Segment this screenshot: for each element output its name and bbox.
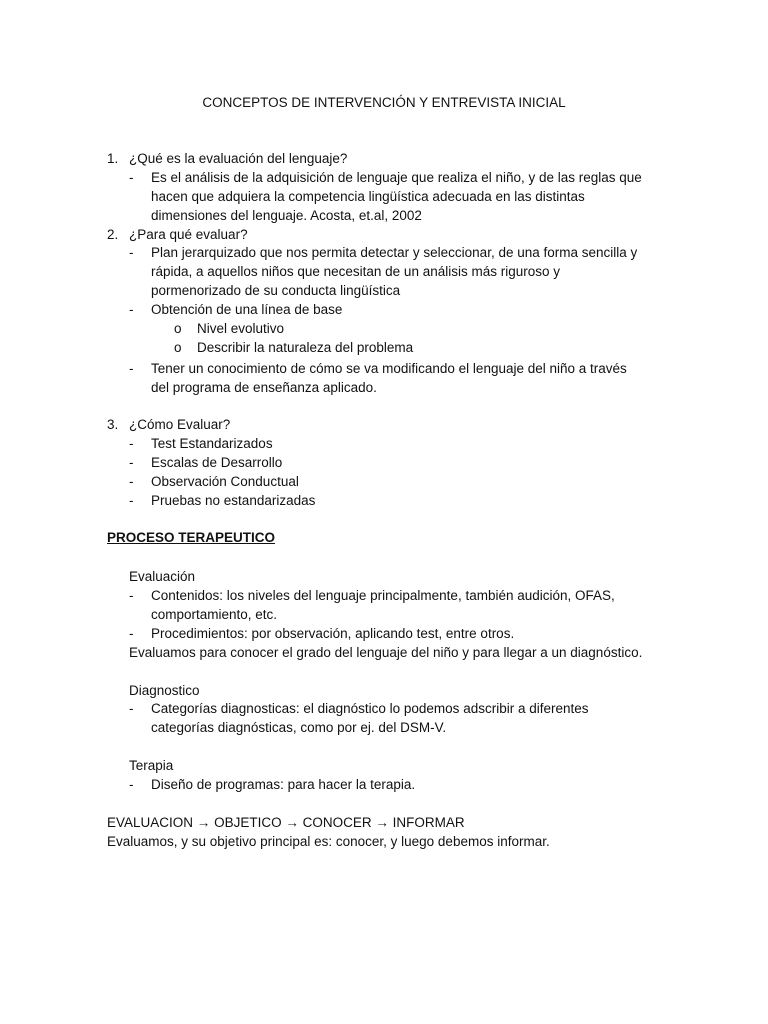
terapia-label: Terapia <box>129 758 174 773</box>
flow-step: OBJETICO <box>214 815 282 830</box>
evaluacion-summary: Evaluamos para conocer el grado del lenguaje del niño y para llegar a un diagnóstico. <box>129 645 643 660</box>
evaluacion-label: Evaluación <box>129 569 196 584</box>
q2-subitem-marker: o <box>174 321 182 336</box>
q1-dash: - <box>129 170 134 185</box>
document-title: CONCEPTOS DE INTERVENCIÓN Y ENTREVISTA INICIAL <box>202 95 566 110</box>
q2-dash: - <box>129 245 134 260</box>
q2-item1-line: pormenorizado de su conducta lingüística <box>151 283 401 298</box>
q3-dash: - <box>129 493 134 508</box>
q2-item2: Obtención de una línea de base <box>151 302 343 317</box>
q2-item1-line: rápida, a aquellos niños que necesitan de un análisis más riguroso y <box>151 264 561 279</box>
q1-answer-line: hacen que adquiera la competencia lingüística adecuada en las distintas <box>151 189 585 204</box>
evaluacion-contenidos-line: comportamiento, etc. <box>151 607 278 622</box>
flow-step: CONOCER <box>302 815 372 830</box>
q1-number: 1. <box>107 151 119 166</box>
q3-dash: - <box>129 474 134 489</box>
q3-dash: - <box>129 436 134 451</box>
diagnostico-label: Diagnostico <box>129 683 200 698</box>
evaluacion-dash: - <box>129 588 134 603</box>
q2-item3-line: del programa de enseñanza aplicado. <box>151 380 377 395</box>
right-arrow-icon: → <box>196 815 211 830</box>
q1-answer-line: dimensiones del lenguaje. Acosta, et.al, 2002 <box>151 208 422 223</box>
right-arrow-icon: → <box>285 815 299 830</box>
q1-answer-line: Es el análisis de la adquisición de lenguaje que realiza el niño, y de las reglas que <box>151 170 642 185</box>
q2-question: ¿Para qué evaluar? <box>129 227 248 242</box>
terapia-diseno: Diseño de programas: para hacer la terapia. <box>151 777 416 792</box>
evaluacion-contenidos-line: Contenidos: los niveles del lenguaje principalmente, también audición, OFAS, <box>151 588 615 603</box>
right-arrow-icon: → <box>375 815 389 830</box>
q3-item: Pruebas no estandarizadas <box>151 493 316 508</box>
diagnostico-dash: - <box>129 701 134 716</box>
flow-step: EVALUACION <box>107 815 194 830</box>
q3-item: Escalas de Desarrollo <box>151 455 283 470</box>
q3-number: 3. <box>107 417 119 432</box>
q3-item: Observación Conductual <box>151 474 299 489</box>
q2-number: 2. <box>107 227 119 242</box>
flow-line <box>107 813 465 832</box>
q2-subitem: Describir la naturaleza del problema <box>197 340 414 355</box>
q3-dash: - <box>129 455 134 470</box>
flow-step: INFORMAR <box>392 815 465 830</box>
q2-subitem: Nivel evolutivo <box>197 321 285 336</box>
q3-question: ¿Cómo Evaluar? <box>129 417 231 432</box>
q1-question: ¿Qué es la evaluación del lenguaje? <box>129 151 348 166</box>
section-heading: PROCESO TERAPEUTICO <box>107 530 276 545</box>
q2-item1-line: Plan jerarquizado que nos permita detectar y seleccionar, de una forma sencilla y <box>151 245 638 260</box>
evaluacion-dash: - <box>129 626 134 641</box>
q3-item: Test Estandarizados <box>151 436 273 451</box>
diagnostico-categorias-line: categorías diagnósticas, como por ej. del DSM-V. <box>151 720 447 735</box>
flow-summary: Evaluamos, y su objetivo principal es: conocer, y luego debemos informar. <box>107 834 550 849</box>
q2-dash: - <box>129 361 134 376</box>
q2-dash: - <box>129 302 134 317</box>
evaluacion-procedimientos: Procedimientos: por observación, aplicando test, entre otros. <box>151 626 515 641</box>
q2-item3-line: Tener un conocimiento de cómo se va modificando el lenguaje del niño a través <box>151 361 627 376</box>
q2-subitem-marker: o <box>174 340 182 355</box>
diagnostico-categorias-line: Categorías diagnosticas: el diagnóstico lo podemos adscribir a diferentes <box>151 701 589 716</box>
terapia-dash: - <box>129 777 134 792</box>
